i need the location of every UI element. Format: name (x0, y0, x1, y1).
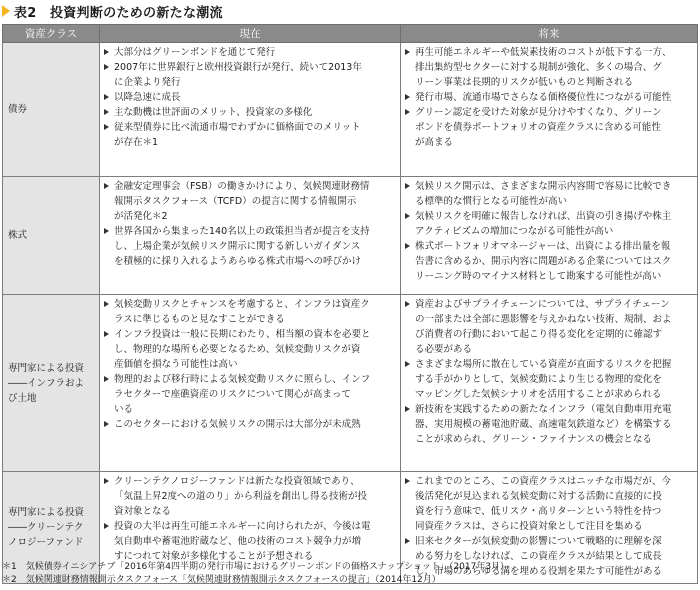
bullet-item: 物理的および移行時による気候変動リスクに照らし、インフ ラセクターで座礁資産のリスクについて関心が高まって いる (103, 372, 397, 417)
bullet-item: 株式ポートフォリオマネージャーは、出資による排出量を報 告書に含めるか、開示内容に問題がある企業についてはスク リーニング時のマイナス材料として勘案する可能性が高い (404, 239, 694, 284)
bullet-list (103, 297, 397, 432)
current-cell (100, 43, 401, 177)
bullet-list (404, 297, 694, 447)
current-cell (100, 177, 401, 295)
bullet-item: 従来型債券に比べ流通市場でわずかに価格面でのメリット が存在＊1 (103, 120, 397, 150)
trends-table (2, 24, 698, 584)
bullet-item: これまでのところ、この資産クラスはニッチな市場だが、今 後活発化が見込まれる気候変動に対する活動に直接的に投 資を行う意味で、低リスク・高リターンという特性を持つ 同資産クラスは、さらに投資対象として注目を集める (404, 474, 694, 534)
bullet-list (404, 45, 694, 150)
bullet-list (103, 474, 397, 564)
table-row (3, 43, 698, 177)
bullet-item: グリーン認定を受けた対象が見分けやすくなり、グリーン ボンドを債券ポートフォリオの資産クラスに含める可能性 が高まる (404, 105, 694, 150)
bullet-item: 発行市場、流通市場でさらなる価格優位性につながる可能性 (404, 90, 694, 105)
bullet-item: 大部分はグリーンボンドを通じて発行 (103, 45, 397, 60)
bullet-list (103, 179, 397, 269)
bullet-list (103, 45, 397, 150)
future-cell (401, 295, 698, 472)
table-title-text: 表2 投資判断のための新たな潮流 (14, 5, 223, 21)
bullet-item: 気候リスクを明確に報告しなければ、出資の引き揚げや株主 アクティビズムの増加につながる可能性が高い (404, 209, 694, 239)
bullet-item: 投資の大半は再生可能エネルギーに向けられたが、今後は電 気自動車や蓄電池貯蔵など、他の技術のコスト競争力が増 すにつれて対象が多様化することが予想される (103, 519, 397, 564)
footnote: ＊2 気候関連財務情報開示タスクフォース「気候関連財務情報開示タスクフォースの提言」（2014年12月） (2, 575, 441, 585)
bullet-item: 世界各国から集まった140名以上の政策担当者が提言を支持 し、上場企業が気候リスク開示に関する新しいガイダンス を積極的に採り入れるようあらゆる株式市場への呼びかけ (103, 224, 397, 269)
bullet-list (404, 179, 694, 284)
bullet-item: 主な動機は世評面のメリット、投資家の多様化 (103, 105, 397, 120)
bullet-item: 以降急速に成長 (103, 90, 397, 105)
table-title (2, 2, 223, 20)
title-marker-icon (2, 5, 10, 17)
category-cell: 株式 (3, 177, 100, 295)
header-current: 現在 (100, 25, 401, 43)
bullet-item: 金融安定理事会（FSB）の働きかけにより、気候関連財務情 報開示タスクフォース（TCFD）の提言に関する情報開示 が活発化＊2 (103, 179, 397, 224)
table-row (3, 177, 698, 295)
bullet-item: 気候リスク開示は、さまざまな開示内容間で容易に比較でき る標準的な慣行となる可能性が高い (404, 179, 694, 209)
future-cell (401, 177, 698, 295)
header-future: 将来 (401, 25, 698, 43)
footnotes (2, 561, 509, 587)
table-row (3, 295, 698, 472)
bullet-item: 旧来セクターが気候変動の影響について戦略的に理解を深 める努力をしなければ、この資産クラスが結果として成長 し、市場のあらゆる溝を埋める役割を果たす可能性がある (404, 534, 694, 579)
future-cell (401, 43, 698, 177)
category-cell: 専門家による投資 ――クリーンテク ノロジーファンド (3, 472, 100, 584)
bullet-item: 気候変動リスクとチャンスを考慮すると、インフラは資産ク ラスに準じるものと見なすことができる (103, 297, 397, 327)
category-cell: 専門家による投資 ――インフラおよ び土地 (3, 295, 100, 472)
bullet-item: インフラ投資は一般に長期にわたり、相当額の資本を必要と し、物理的な場所も必要となるため、気候変動リスクが資 産価値を損なう可能性は高い (103, 327, 397, 372)
header-asset-class: 資産クラス (3, 25, 100, 43)
footnote: ＊1 気候債券イニシアチブ「2016年第4四半期の発行市場におけるグリーンボンドの価格スナップショット」（2017年3月） (2, 562, 510, 572)
bullet-item: このセクターにおける気候リスクの開示は大部分が未成熟 (103, 417, 397, 432)
bullet-item: 再生可能エネルギーや低炭素技術のコストが低下する一方、 排出集約型セクターに対する規制が強化、多くの場合、グ リーン事業は長期的リスクが低いものと判断される (404, 45, 694, 90)
bullet-item: クリーンテクノロジーファンドは新たな投資領域であり、 「気温上昇2度への道のり」から利益を創出し得る技術が投 資対象となる (103, 474, 397, 519)
bullet-item: 新技術を実践するための新たなインフラ（電気自動車用充電 器、実用規模の蓄電池貯蔵、高速電気鉄道など）を構築する ことが求められ、グリーン・ファイナンスの機会となる (404, 402, 694, 447)
bullet-item: さまざまな場所に散在している資産が直面するリスクを把握 する手がかりとして、気候変動により生じる物理的変化を マッピングした気候シナリオを活用することが求められる (404, 357, 694, 402)
category-cell: 債券 (3, 43, 100, 177)
bullet-item: 2007年に世界銀行と欧州投資銀行が発行、続いて2013年 に企業より発行 (103, 60, 397, 90)
bullet-item: 資産およびサプライチェーンについては、サプライチェーン の一部または全部に悪影響を与えかねない技術、規制、およ び消費者の行動において起こり得る変化を定期的に確認す る必要がある (404, 297, 694, 357)
current-cell (100, 295, 401, 472)
table-header-row (3, 25, 698, 43)
